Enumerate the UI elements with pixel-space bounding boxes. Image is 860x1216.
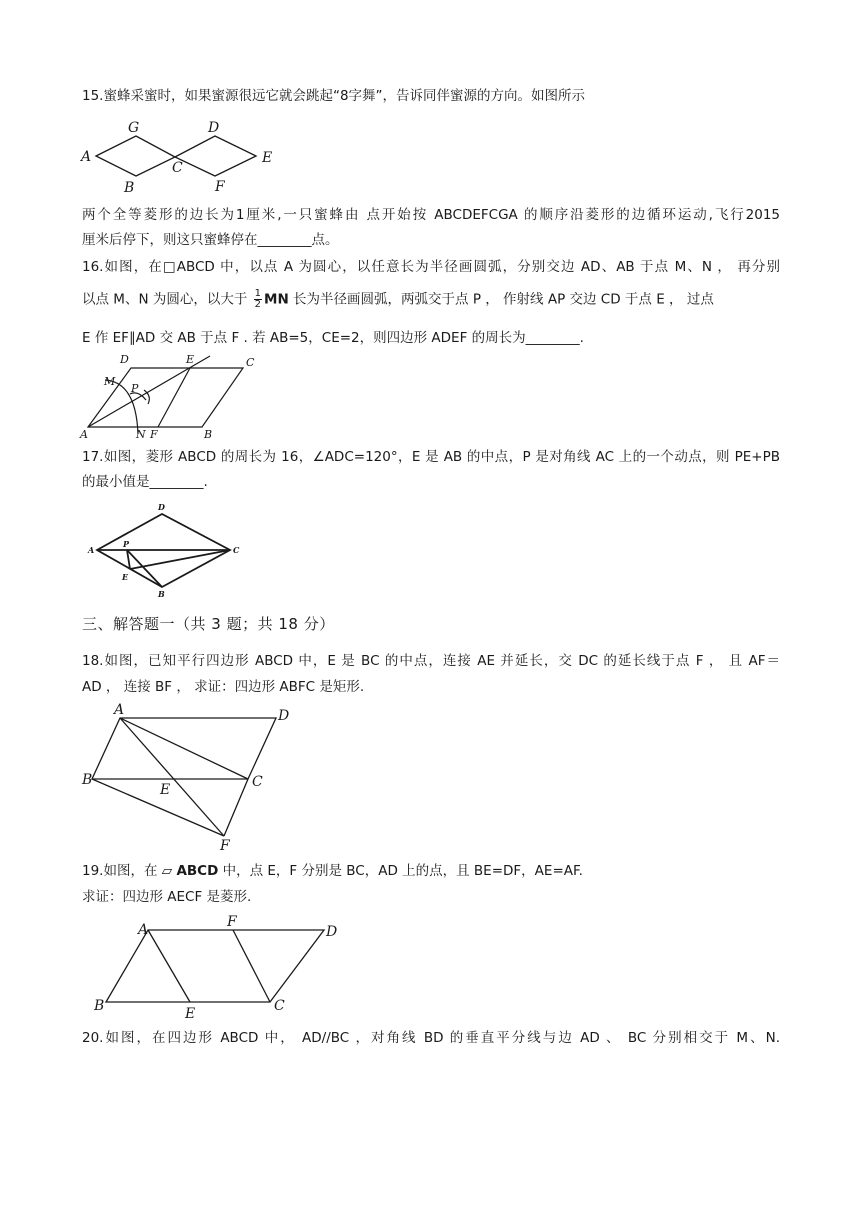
- q18-line1: 18.如图，已知平行四边形 ABCD 中，E 是 BC 的中点，连接 AE 并延长，交 DC 的延长线于点 F ， 且 AF＝: [82, 653, 780, 669]
- q16-label-B: B: [204, 428, 213, 441]
- q15-line2: 两个全等菱形的边长为1厘米,一只蜜蜂由 点开始按 ABCDEFCGA 的顺序沿菱形的边循环运动,飞行2015: [82, 207, 780, 223]
- q16-line3: E 作 EF∥AD 交 AB 于点 F . 若 AB=5，CE=2，则四边形 ADEF 的周长为________.: [82, 330, 584, 346]
- q15-line3: 厘米后停下，则这只蜜蜂停在________点。: [82, 232, 339, 248]
- q19-label-D: D: [326, 924, 338, 940]
- q19-segment-FC: [233, 930, 270, 1002]
- q18-label-B: B: [82, 772, 93, 788]
- q16-line2-a: 以点 M、N 为圆心，以大于: [82, 291, 248, 308]
- q15-label-F: F: [215, 179, 225, 195]
- q16-line2-b: 长为半径画圆弧，两弧交于点 P ， 作射线 AP 交边 CD 于点 E ， 过点: [288, 291, 714, 308]
- q19-parallelogram: [106, 930, 324, 1002]
- q16-line2: [82, 289, 714, 310]
- q15-label-G: G: [128, 120, 140, 136]
- q19-label-C: C: [274, 998, 285, 1014]
- q16-label-C: C: [246, 356, 255, 369]
- q19-line1-a: 19.如图，在 ▱: [82, 863, 177, 879]
- q18-segment-BF: [92, 779, 224, 836]
- q19-label-E: E: [185, 1006, 196, 1022]
- q19-figure: [88, 910, 358, 1020]
- q18-label-C: C: [252, 774, 263, 790]
- q16-label-M: M: [104, 375, 116, 388]
- q15-label-A: A: [81, 149, 92, 165]
- q18-figure: [80, 702, 310, 852]
- q16-label-E: E: [186, 353, 195, 366]
- q16-mn: MN: [264, 291, 289, 308]
- q16-label-N: N: [136, 428, 146, 441]
- q16-label-A: A: [80, 428, 88, 441]
- q16-label-F: F: [150, 428, 158, 441]
- q15-label-B: B: [124, 180, 135, 196]
- q15-label-D: D: [208, 120, 220, 136]
- q15-rhombus-right: [175, 136, 256, 176]
- section-3-title: 三、解答题一（共 3 题；共 18 分）: [82, 615, 335, 633]
- q19-label-B: B: [94, 998, 105, 1014]
- q15-figure: [78, 118, 288, 198]
- q15-label-C: C: [172, 160, 183, 176]
- q19-segment-AE: [148, 930, 190, 1002]
- q16-fraction: $\frac{1}{2}$: [254, 288, 262, 310]
- q19-line2: 求证：四边形 AECF 是菱形.: [82, 889, 252, 905]
- q18-label-F: F: [220, 838, 230, 854]
- q20-line1: 20.如图，在四边形 ABCD 中， AD//BC ，对角线 BD 的垂直平分线与边 AD 、 BC 分别相交于 M、N.: [82, 1030, 780, 1046]
- q17-label-A: A: [88, 545, 95, 555]
- q18-label-A: A: [114, 702, 125, 718]
- q16-line1: 16.如图，在□ABCD 中，以点 A 为圆心，以任意长为半径画圆弧，分别交边 AD、AB 于点 M、N ， 再分别: [82, 259, 780, 275]
- q19-abcd: ABCD: [176, 863, 219, 879]
- q18-line2: AD ， 连接 BF ， 求证：四边形 ABFC 是矩形.: [82, 679, 365, 695]
- q15-rhombus-left: [96, 136, 175, 176]
- q17-line1: 17.如图，菱形 ABCD 的周长为 16，∠ADC=120°，E 是 AB 的中点，P 是对角线 AC 上的一个动点，则 PE+PB: [82, 449, 780, 465]
- q15-label-E: E: [262, 150, 273, 166]
- q17-label-E: E: [122, 572, 129, 582]
- q17-label-C: C: [233, 545, 240, 555]
- q17-label-B: B: [158, 589, 165, 599]
- q17-label-P: P: [123, 539, 130, 549]
- q19-label-F: F: [227, 914, 237, 930]
- q19-line1: [82, 861, 583, 881]
- q16-figure: [78, 352, 268, 442]
- q17-line2: 的最小值是________.: [82, 474, 208, 490]
- q18-label-E: E: [160, 782, 171, 798]
- q16-label-P: P: [131, 382, 139, 395]
- q15-stem: 15.蜜蜂采蜜时，如果蜜源很远它就会跳起“8字舞”，告诉同伴蜜源的方向。如图所示: [82, 88, 586, 104]
- q17-figure: [85, 500, 245, 600]
- q19-line1-b: 中，点 E，F 分别是 BC，AD 上的点，且 BE=DF，AE=AF.: [218, 863, 583, 879]
- q19-label-A: A: [138, 922, 149, 938]
- q18-diagonal-AC: [120, 718, 248, 779]
- q18-segment-AF: [120, 718, 224, 836]
- q18-segment-CF: [224, 779, 248, 836]
- q16-ray-AP: [88, 356, 210, 427]
- q16-label-D: D: [120, 353, 129, 366]
- q17-segment-EC: [130, 550, 230, 569]
- q18-label-D: D: [278, 708, 290, 724]
- q17-label-D: D: [158, 502, 165, 512]
